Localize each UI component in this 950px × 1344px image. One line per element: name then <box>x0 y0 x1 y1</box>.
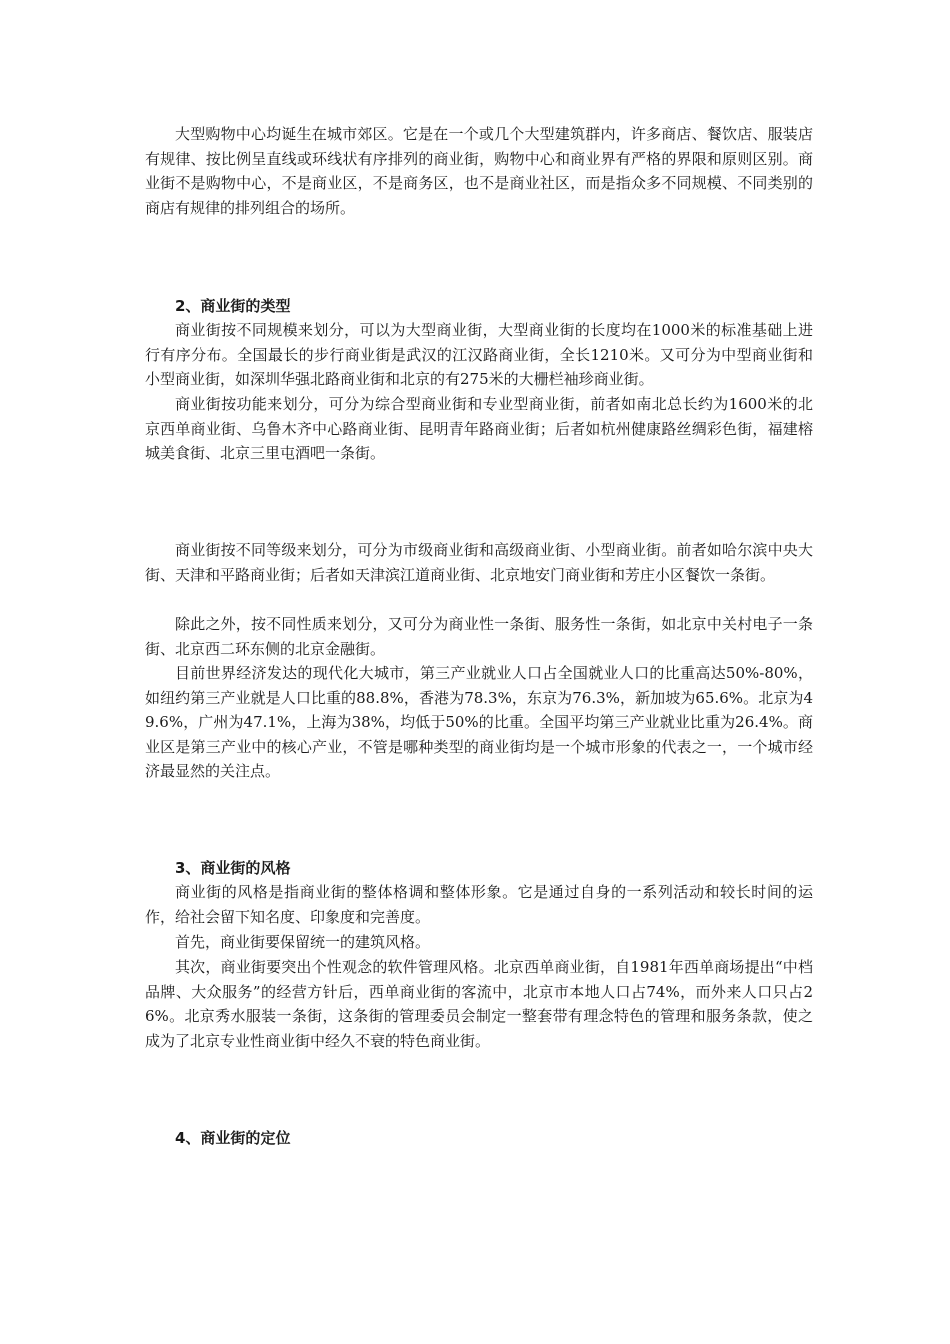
section-2-paragraph-1: 商业街按不同规模来划分，可以为大型商业街，大型商业街的长度均在1000米的标准基础上进行有序分布。全国最长的步行商业街是武汉的江汉路商业街，全长1210米。又可分为中型商业街和小型商业街，如深圳华强北路商业街和北京的有275米的大栅栏袖珍商业街。 <box>145 321 813 388</box>
section-2-paragraph-4: 除此之外，按不同性质来划分，又可分为商业性一条街、服务性一条街，如北京中关村电子一条街、北京西二环东侧的北京金融街。 <box>145 615 813 658</box>
section-3-paragraph-1: 商业街的风格是指商业街的整体格调和整体形象。它是通过自身的一系列活动和较长时间的运作，给社会留下知名度、印象度和完善度。 <box>145 883 813 926</box>
section-3-paragraph-2: 首先，商业街要保留统一的建筑风格。 <box>175 933 431 951</box>
section-3-paragraph-3: 其次，商业街要突出个性观念的软件管理风格。北京西单商业街，自1981年西单商场提出“中档品牌、大众服务”的经营方针后，西单商业街的客流中，北京市本地人口占74%，而外来人口只占26%。北京秀水服装一条街，这条街的管理委员会制定一整套带有理念特色的管理和服务条款，使之成为了北京专业性商业街中经久不衰的特色商业街。 <box>145 958 813 1050</box>
intro-paragraph: 大型购物中心均诞生在城市郊区。它是在一个或几个大型建筑群内，许多商店、餐饮店、服装店有规律、按比例呈直线或环线状有序排列的商业街，购物中心和商业界有严格的界限和原则区别。商业街不是购物中心，不是商业区，不是商务区，也不是商业社区，而是指众多不同规模、不同类别的商店有规律的排列组合的场所。 <box>145 125 813 217</box>
section-2-heading: 2、商业街的类型 <box>175 297 291 315</box>
section-2-paragraph-3: 商业街按不同等级来划分，可分为市级商业街和高级商业街、小型商业街。前者如哈尔滨中央大街、天津和平路商业街；后者如天津滨江道商业街、北京地安门商业街和芳庄小区餐饮一条街。 <box>145 541 813 584</box>
section-2-paragraph-5: 目前世界经济发达的现代化大城市，第三产业就业人口占全国就业人口的比重高达50%-80%，如纽约第三产业就是人口比重的88.8%，香港为78.3%，东京为76.3%，新加坡为65.6%。北京为49.6%，广州为47.1%，上海为38%，均低于50%的比重。全国平均第三产业就业比重为26.4%。商业区是第三产业中的核心产业，不管是哪种类型的商业街均是一个城市形象的代表之一，一个城市经济最显然的关注点。 <box>145 664 813 780</box>
section-4-heading: 4、商业街的定位 <box>175 1129 291 1147</box>
section-3-heading: 3、商业街的风格 <box>175 859 291 877</box>
section-2-paragraph-2: 商业街按功能来划分，可分为综合型商业街和专业型商业街，前者如南北总长约为1600米的北京西单商业街、乌鲁木齐中心路商业街、昆明青年路商业街；后者如杭州健康路丝绸彩色街，福建榕城美食街、北京三里屯酒吧一条街。 <box>145 395 813 462</box>
